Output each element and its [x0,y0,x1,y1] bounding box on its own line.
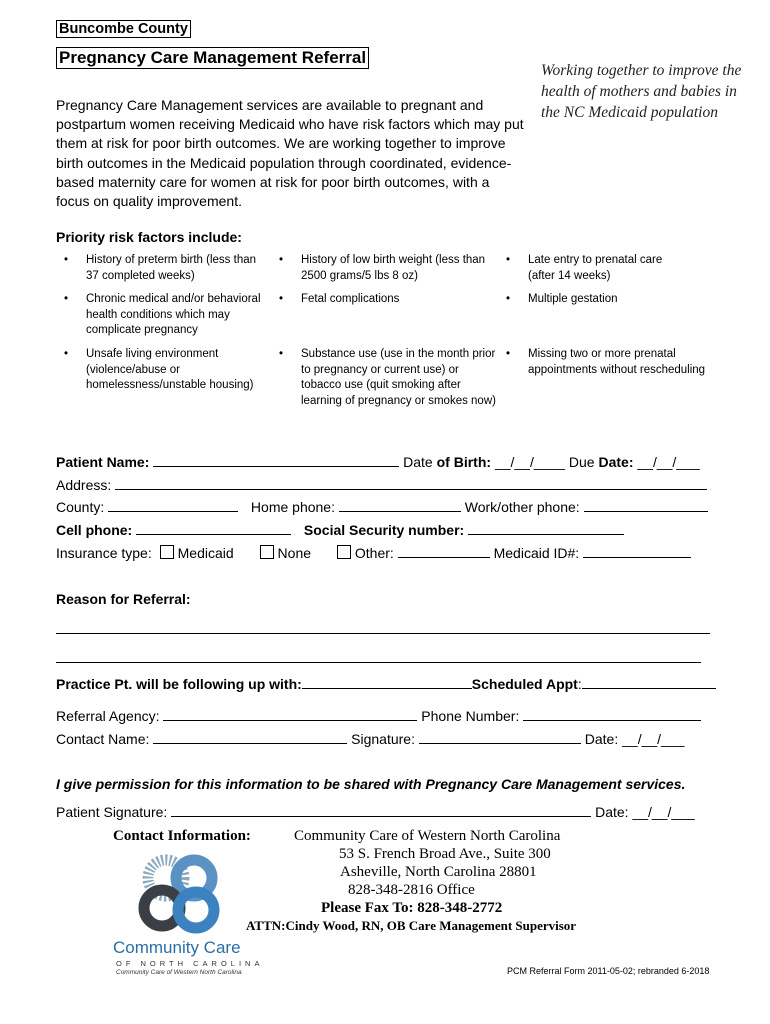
work-phone-label: Work/other phone: [464,499,580,515]
contact-attn: ATTN:Cindy Wood, RN, OB Care Management Supervisor [246,918,577,933]
referral-agency-field[interactable] [163,708,417,721]
phone-number-label: Phone Number: [421,708,520,724]
intro-paragraph: Pregnancy Care Management services are available to pregnant and postpartum women receiving Medicaid who have risk factors which may put them at risk for poor birth outcomes. We are working together to improve birth outcomes in the Medicaid population through coordinated, evidence-based maternity care for women at risk for poor birth outcomes, with a focus on quality improvement. [56,97,524,210]
work-phone-field[interactable] [584,499,708,512]
medicaid-id-field[interactable] [583,545,691,558]
bullet-icon: • [64,348,69,360]
patient-signature-label: Patient Signature: [56,804,168,820]
risk-factor-item: • History of preterm birth (less than 37 completed weeks) [64,254,257,282]
contact-fax: Please Fax To: 828-348-2772 [321,900,503,916]
other-checkbox[interactable] [337,545,351,559]
patient-signature-field[interactable] [171,804,591,817]
home-phone-label: Home phone: [250,499,335,515]
home-phone-field[interactable] [339,499,461,512]
bullet-icon: • [279,254,284,266]
risk-factor-item: • Late entry to prenatal care (after 14 weeks) [506,254,663,282]
permission-statement: I give permission for this information to be shared with Pregnancy Care Management services. [56,776,686,792]
practice-follow-label: Practice Pt. will be following up with: [56,676,302,692]
scheduled-appt-label: Scheduled Appt [471,676,578,692]
practice-follow-field[interactable] [302,676,472,689]
signature-field[interactable] [419,731,581,744]
patient-date-label: Date: [595,804,629,820]
bullet-icon: • [279,348,284,360]
referral-agency-label: Referral Agency: [56,708,160,724]
medicaid-checkbox[interactable] [160,545,174,559]
address-field[interactable] [115,477,707,490]
insurance-row [56,545,691,561]
bullet-icon: • [506,293,511,305]
risk-factor-item: • Multiple gestation [528,292,718,308]
medicaid-option-label: Medicaid [177,545,234,561]
risk-factor-item: • Chronic medical and/or behavioral health conditions which may complicate pregnancy [64,293,261,337]
date-label: Date: [584,731,619,747]
reason-line-2[interactable] [56,662,701,663]
due-date-label: Due Date: [568,454,634,470]
risk-factor-item: • Unsafe living environment (violence/abuse or homelessness/unstable housing) [64,348,254,392]
cell-phone-field[interactable] [136,522,291,535]
patient-name-label: Patient Name: [56,454,150,470]
patient-name-row [56,454,700,470]
logo-name: Community Care [113,938,241,957]
address-label: Address: [56,477,112,493]
tagline: Working together to improve the health of mothers and babies in the NC Medicaid population [541,62,742,121]
patient-name-field[interactable] [153,454,399,467]
date-field[interactable]: __/__/___ [622,731,685,747]
phone-row [56,499,708,515]
risk-factor-item: • Substance use (use in the month prior to pregnancy or current use) or tobacco use (quit smoking after learning of pregnancy or smokes now) [279,348,496,408]
logo-state: OF NORTH CAROLINA [116,959,264,968]
patient-date-field[interactable]: __/__/___ [632,804,695,820]
contact-org: Community Care of Western North Carolina [294,828,561,844]
county-label: County: [56,499,105,515]
contact-name-field[interactable] [153,731,347,744]
agency-row [56,708,701,724]
patient-signature-row [56,804,695,820]
county-title: Buncombe County [56,20,191,38]
bullet-icon: • [64,254,69,266]
dob-label: Date of Birth: [403,454,492,470]
risk-factor-item: • History of low birth weight (less than 2500 grams/5 lbs 8 oz) [279,254,486,282]
risk-factors-title: Priority risk factors include: [56,229,242,245]
none-checkbox[interactable] [260,545,274,559]
contact-info-label: Contact Information: [113,828,251,844]
none-option-label: None [277,545,312,561]
bullet-icon: • [279,293,284,305]
signature-label: Signature: [351,731,415,747]
medicaid-id-label: Medicaid ID#: [493,545,580,561]
risk-factor-item: • Missing two or more prenatal appointments without rescheduling [506,348,706,376]
risk-factor-item: • Fetal complications [301,292,491,308]
contact-row [56,731,684,747]
page-title: Pregnancy Care Management Referral [56,47,369,69]
other-insurance-field[interactable] [398,545,490,558]
scheduled-appt-field[interactable] [582,676,716,689]
address-row [56,477,707,493]
reason-label: Reason for Referral: [56,591,191,607]
contact-phone: 828-348-2816 Office [348,882,475,898]
due-date-field[interactable]: __/__/___ [637,454,700,470]
contact-address-1: 53 S. French Broad Ave., Suite 300 [339,846,551,862]
insurance-type-label: Insurance type: [56,545,152,561]
bullet-icon: • [64,293,69,305]
dob-field[interactable]: __/__/____ [494,454,566,470]
ssn-label: Social Security number: [303,522,465,538]
contact-name-label: Contact Name: [56,731,150,747]
logo-subtitle: Community Care of Western North Carolina [116,969,242,976]
other-option-label: Other: [354,545,394,561]
county-field[interactable] [108,499,238,512]
bullet-icon: • [506,254,511,266]
phone-number-field[interactable] [523,708,701,721]
reason-line-1[interactable] [56,633,710,634]
cell-phone-label: Cell phone: [56,522,133,538]
contact-address-2: Asheville, North Carolina 28801 [340,864,537,880]
community-care-logo-icon [132,850,228,938]
bullet-icon: • [506,348,511,360]
form-footer: PCM Referral Form 2011-05-02; rebranded 6-2018 [507,966,710,976]
practice-row: Practice Pt. will be following up with: Scheduled Appt: [56,676,716,692]
ssn-field[interactable] [468,522,624,535]
cell-ssn-row [56,522,624,538]
